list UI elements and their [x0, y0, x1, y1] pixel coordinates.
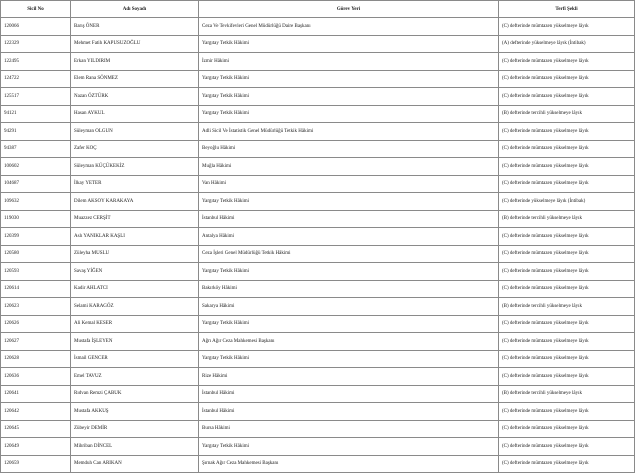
- cell-gorev-yeri: Antalya Hâkimi: [199, 228, 499, 246]
- table-row: [1, 53, 635, 71]
- cell-terfi-sekli: (C) defterinde mümtazen yükselmeye lâyık: [499, 280, 635, 298]
- cell-terfi-sekli: (C) defterinde mümtazen yükselmeye lâyık: [499, 438, 635, 456]
- header-terfi-sekli: Terfi Şekli: [499, 1, 635, 18]
- cell-terfi-sekli: (C) defterinde mümtazen yükselmeye lâyık: [499, 88, 635, 106]
- cell-terfi-sekli: (C) defterinde mümtazen yükselmeye lâyık: [499, 333, 635, 351]
- cell-terfi-sekli: (C) defterinde mümtazen yükselmeye lâyık: [499, 158, 635, 176]
- cell-adi-soyadi: Züleyha MUSLU: [71, 245, 199, 263]
- cell-terfi-sekli: (C) defterinde mümtazen yükselmeye lâyık: [499, 175, 635, 193]
- table-row: [1, 210, 635, 228]
- cell-terfi-sekli: (C) defterinde mümtazen yükselmeye lâyık: [499, 140, 635, 158]
- cell-gorev-yeri: Yargıtay Tetkik Hâkimi: [199, 88, 499, 106]
- cell-sicil-no: 120623: [1, 298, 71, 316]
- table-row: [1, 298, 635, 316]
- cell-gorev-yeri: Şırnak Ağır Ceza Mahkemesi Başkanı: [199, 455, 499, 473]
- cell-gorev-yeri: Muğla Hâkimi: [199, 158, 499, 176]
- cell-adi-soyadi: Savaş YİĞEN: [71, 263, 199, 281]
- cell-gorev-yeri: Bursa Hâkimi: [199, 420, 499, 438]
- cell-gorev-yeri: Adli Sicil Ve İstatistik Genel Müdürlüğü Tetkik Hâkimi: [199, 123, 499, 141]
- cell-sicil-no: 120645: [1, 420, 71, 438]
- cell-gorev-yeri: Ağrı Ağır Ceza Mahkemesi Başkanı: [199, 333, 499, 351]
- cell-gorev-yeri: Rize Hâkimi: [199, 368, 499, 386]
- cell-gorev-yeri: Yargıtay Tetkik Hâkimi: [199, 35, 499, 53]
- cell-gorev-yeri: Yargıtay Tetkik Hâkimi: [199, 70, 499, 88]
- table-row: [1, 280, 635, 298]
- cell-adi-soyadi: Ali Kemal KESER: [71, 315, 199, 333]
- cell-sicil-no: 120649: [1, 438, 71, 456]
- cell-adi-soyadi: İlkay YETER: [71, 175, 199, 193]
- cell-sicil-no: 120642: [1, 403, 71, 421]
- cell-adi-soyadi: Dilem AKSOY KARAKAYA: [71, 193, 199, 211]
- cell-sicil-no: 120627: [1, 333, 71, 351]
- table-row: [1, 18, 635, 36]
- table-body: [1, 18, 635, 473]
- cell-sicil-no: 120659: [1, 455, 71, 473]
- table-row: [1, 140, 635, 158]
- cell-sicil-no: 122495: [1, 53, 71, 71]
- cell-sicil-no: 120066: [1, 18, 71, 36]
- cell-sicil-no: 120641: [1, 385, 71, 403]
- cell-adi-soyadi: Mustafa AKKUŞ: [71, 403, 199, 421]
- cell-adi-soyadi: Zafer KOÇ: [71, 140, 199, 158]
- cell-sicil-no: 122329: [1, 35, 71, 53]
- cell-sicil-no: 104687: [1, 175, 71, 193]
- table-row: [1, 158, 635, 176]
- table-row: [1, 245, 635, 263]
- table-row: [1, 315, 635, 333]
- cell-gorev-yeri: İstanbul Hâkimi: [199, 403, 499, 421]
- cell-terfi-sekli: (C) defterinde yükselmeye lâyık (İntibak): [499, 193, 635, 211]
- cell-gorev-yeri: Yargıtay Tetkik Hâkimi: [199, 193, 499, 211]
- cell-terfi-sekli: (C) defterinde mümtazen yükselmeye lâyık: [499, 420, 635, 438]
- cell-sicil-no: 120399: [1, 228, 71, 246]
- cell-adi-soyadi: Mehmet Fatih KAPUSUZOĞLU: [71, 35, 199, 53]
- header-adi-soyadi: Adı Soyadı: [71, 1, 199, 18]
- cell-sicil-no: 120636: [1, 368, 71, 386]
- cell-adi-soyadi: İsmail GENCER: [71, 350, 199, 368]
- table-row: [1, 228, 635, 246]
- cell-sicil-no: 120626: [1, 315, 71, 333]
- table-row: [1, 263, 635, 281]
- cell-terfi-sekli: (C) defterinde mümtazen yükselmeye lâyık: [499, 368, 635, 386]
- cell-sicil-no: 94291: [1, 123, 71, 141]
- cell-gorev-yeri: Bakırköy Hâkimi: [199, 280, 499, 298]
- cell-adi-soyadi: Nazan ÖZTÜRK: [71, 88, 199, 106]
- cell-sicil-no: 120580: [1, 245, 71, 263]
- cell-terfi-sekli: (B) defterinde tercihli yükselmeye lâyık: [499, 385, 635, 403]
- cell-gorev-yeri: Yargıtay Tetkik Hâkimi: [199, 350, 499, 368]
- table-row: [1, 455, 635, 473]
- cell-gorev-yeri: İstanbul Hâkimi: [199, 210, 499, 228]
- cell-sicil-no: 109632: [1, 193, 71, 211]
- cell-gorev-yeri: Ceza İşleri Genel Müdürlüğü Tetkik Hâkimi: [199, 245, 499, 263]
- cell-gorev-yeri: Sakarya Hâkimi: [199, 298, 499, 316]
- table-row: [1, 193, 635, 211]
- cell-terfi-sekli: (C) defterinde mümtazen yükselmeye lâyık: [499, 455, 635, 473]
- cell-adi-soyadi: Rıdvan Remzi ÇABUK: [71, 385, 199, 403]
- cell-sicil-no: 94387: [1, 140, 71, 158]
- cell-adi-soyadi: Elem Rana SÖNMEZ: [71, 70, 199, 88]
- cell-sicil-no: 100602: [1, 158, 71, 176]
- cell-sicil-no: 94121: [1, 105, 71, 123]
- cell-gorev-yeri: İzmir Hâkimi: [199, 53, 499, 71]
- cell-terfi-sekli: (C) defterinde mümtazen yükselmeye lâyık: [499, 123, 635, 141]
- cell-adi-soyadi: Aslı YANIKLAR KAŞLI: [71, 228, 199, 246]
- cell-adi-soyadi: Kadir AHLATCI: [71, 280, 199, 298]
- cell-adi-soyadi: Muazzez CERŞİT: [71, 210, 199, 228]
- cell-gorev-yeri: Yargıtay Tetkik Hâkimi: [199, 263, 499, 281]
- cell-sicil-no: 120593: [1, 263, 71, 281]
- table-row: [1, 175, 635, 193]
- cell-gorev-yeri: Yargıtay Tetkik Hâkimi: [199, 315, 499, 333]
- cell-gorev-yeri: Van Hâkimi: [199, 175, 499, 193]
- header-sicil-no: Sicil No: [1, 1, 71, 18]
- table-row: [1, 333, 635, 351]
- cell-adi-soyadi: Memduh Can ARIKAN: [71, 455, 199, 473]
- cell-terfi-sekli: (C) defterinde mümtazen yükselmeye lâyık: [499, 53, 635, 71]
- cell-adi-soyadi: Mihriban DİNCEL: [71, 438, 199, 456]
- cell-sicil-no: 124722: [1, 70, 71, 88]
- cell-terfi-sekli: (C) defterinde mümtazen yükselmeye lâyık: [499, 350, 635, 368]
- table-row: [1, 350, 635, 368]
- cell-gorev-yeri: İstanbul Hâkimi: [199, 385, 499, 403]
- cell-terfi-sekli: (B) defterinde tercihli yükselmeye lâyık: [499, 210, 635, 228]
- cell-adi-soyadi: Hasan AYKUL: [71, 105, 199, 123]
- cell-gorev-yeri: Beyoğlu Hâkimi: [199, 140, 499, 158]
- cell-adi-soyadi: Süleyman OLGUN: [71, 123, 199, 141]
- cell-terfi-sekli: (C) defterinde mümtazen yükselmeye lâyık: [499, 263, 635, 281]
- cell-gorev-yeri: Yargıtay Tetkik Hâkimi: [199, 438, 499, 456]
- cell-adi-soyadi: Süleyman KÜÇÜKEKİZ: [71, 158, 199, 176]
- cell-terfi-sekli: (C) defterinde mümtazen yükselmeye lâyık: [499, 18, 635, 36]
- table-row: [1, 70, 635, 88]
- cell-terfi-sekli: (C) defterinde mümtazen yükselmeye lâyık: [499, 70, 635, 88]
- cell-sicil-no: 125517: [1, 88, 71, 106]
- table-row: [1, 123, 635, 141]
- cell-terfi-sekli: (A) defterinde yükselmeye lâyık (İntibak): [499, 35, 635, 53]
- cell-adi-soyadi: Erkan YILDIRIM: [71, 53, 199, 71]
- cell-terfi-sekli: (B) defterinde tercihli yükselmeye lâyık: [499, 298, 635, 316]
- table-row: [1, 88, 635, 106]
- cell-terfi-sekli: (B) defterinde tercihli yükselmeye lâyık: [499, 105, 635, 123]
- cell-adi-soyadi: Mustafa İŞLEYEN: [71, 333, 199, 351]
- table-row: [1, 385, 635, 403]
- cell-sicil-no: 120628: [1, 350, 71, 368]
- table-header: [1, 1, 635, 18]
- cell-terfi-sekli: (C) defterinde mümtazen yükselmeye lâyık: [499, 228, 635, 246]
- cell-adi-soyadi: Selami KARAGÖZ: [71, 298, 199, 316]
- cell-sicil-no: 119030: [1, 210, 71, 228]
- table-row: [1, 35, 635, 53]
- table-row: [1, 420, 635, 438]
- cell-gorev-yeri: Ceza Ve Tevkifevleri Genel Müdürlüğü Daire Başkanı: [199, 18, 499, 36]
- cell-sicil-no: 120614: [1, 280, 71, 298]
- cell-adi-soyadi: Zübeyir DEMİR: [71, 420, 199, 438]
- cell-terfi-sekli: (C) defterinde mümtazen yükselmeye lâyık: [499, 315, 635, 333]
- table-row: [1, 403, 635, 421]
- cell-terfi-sekli: (C) defterinde mümtazen yükselmeye lâyık: [499, 245, 635, 263]
- table-row: [1, 438, 635, 456]
- header-gorev-yeri: Görev Yeri: [199, 1, 499, 18]
- table-row: [1, 368, 635, 386]
- header-row: [1, 1, 635, 18]
- cell-adi-soyadi: Emel TAVUZ: [71, 368, 199, 386]
- cell-gorev-yeri: Yargıtay Tetkik Hâkimi: [199, 105, 499, 123]
- cell-adi-soyadi: Barış ÖNER: [71, 18, 199, 36]
- cell-terfi-sekli: (C) defterinde mümtazen yükselmeye lâyık: [499, 403, 635, 421]
- table-row: [1, 105, 635, 123]
